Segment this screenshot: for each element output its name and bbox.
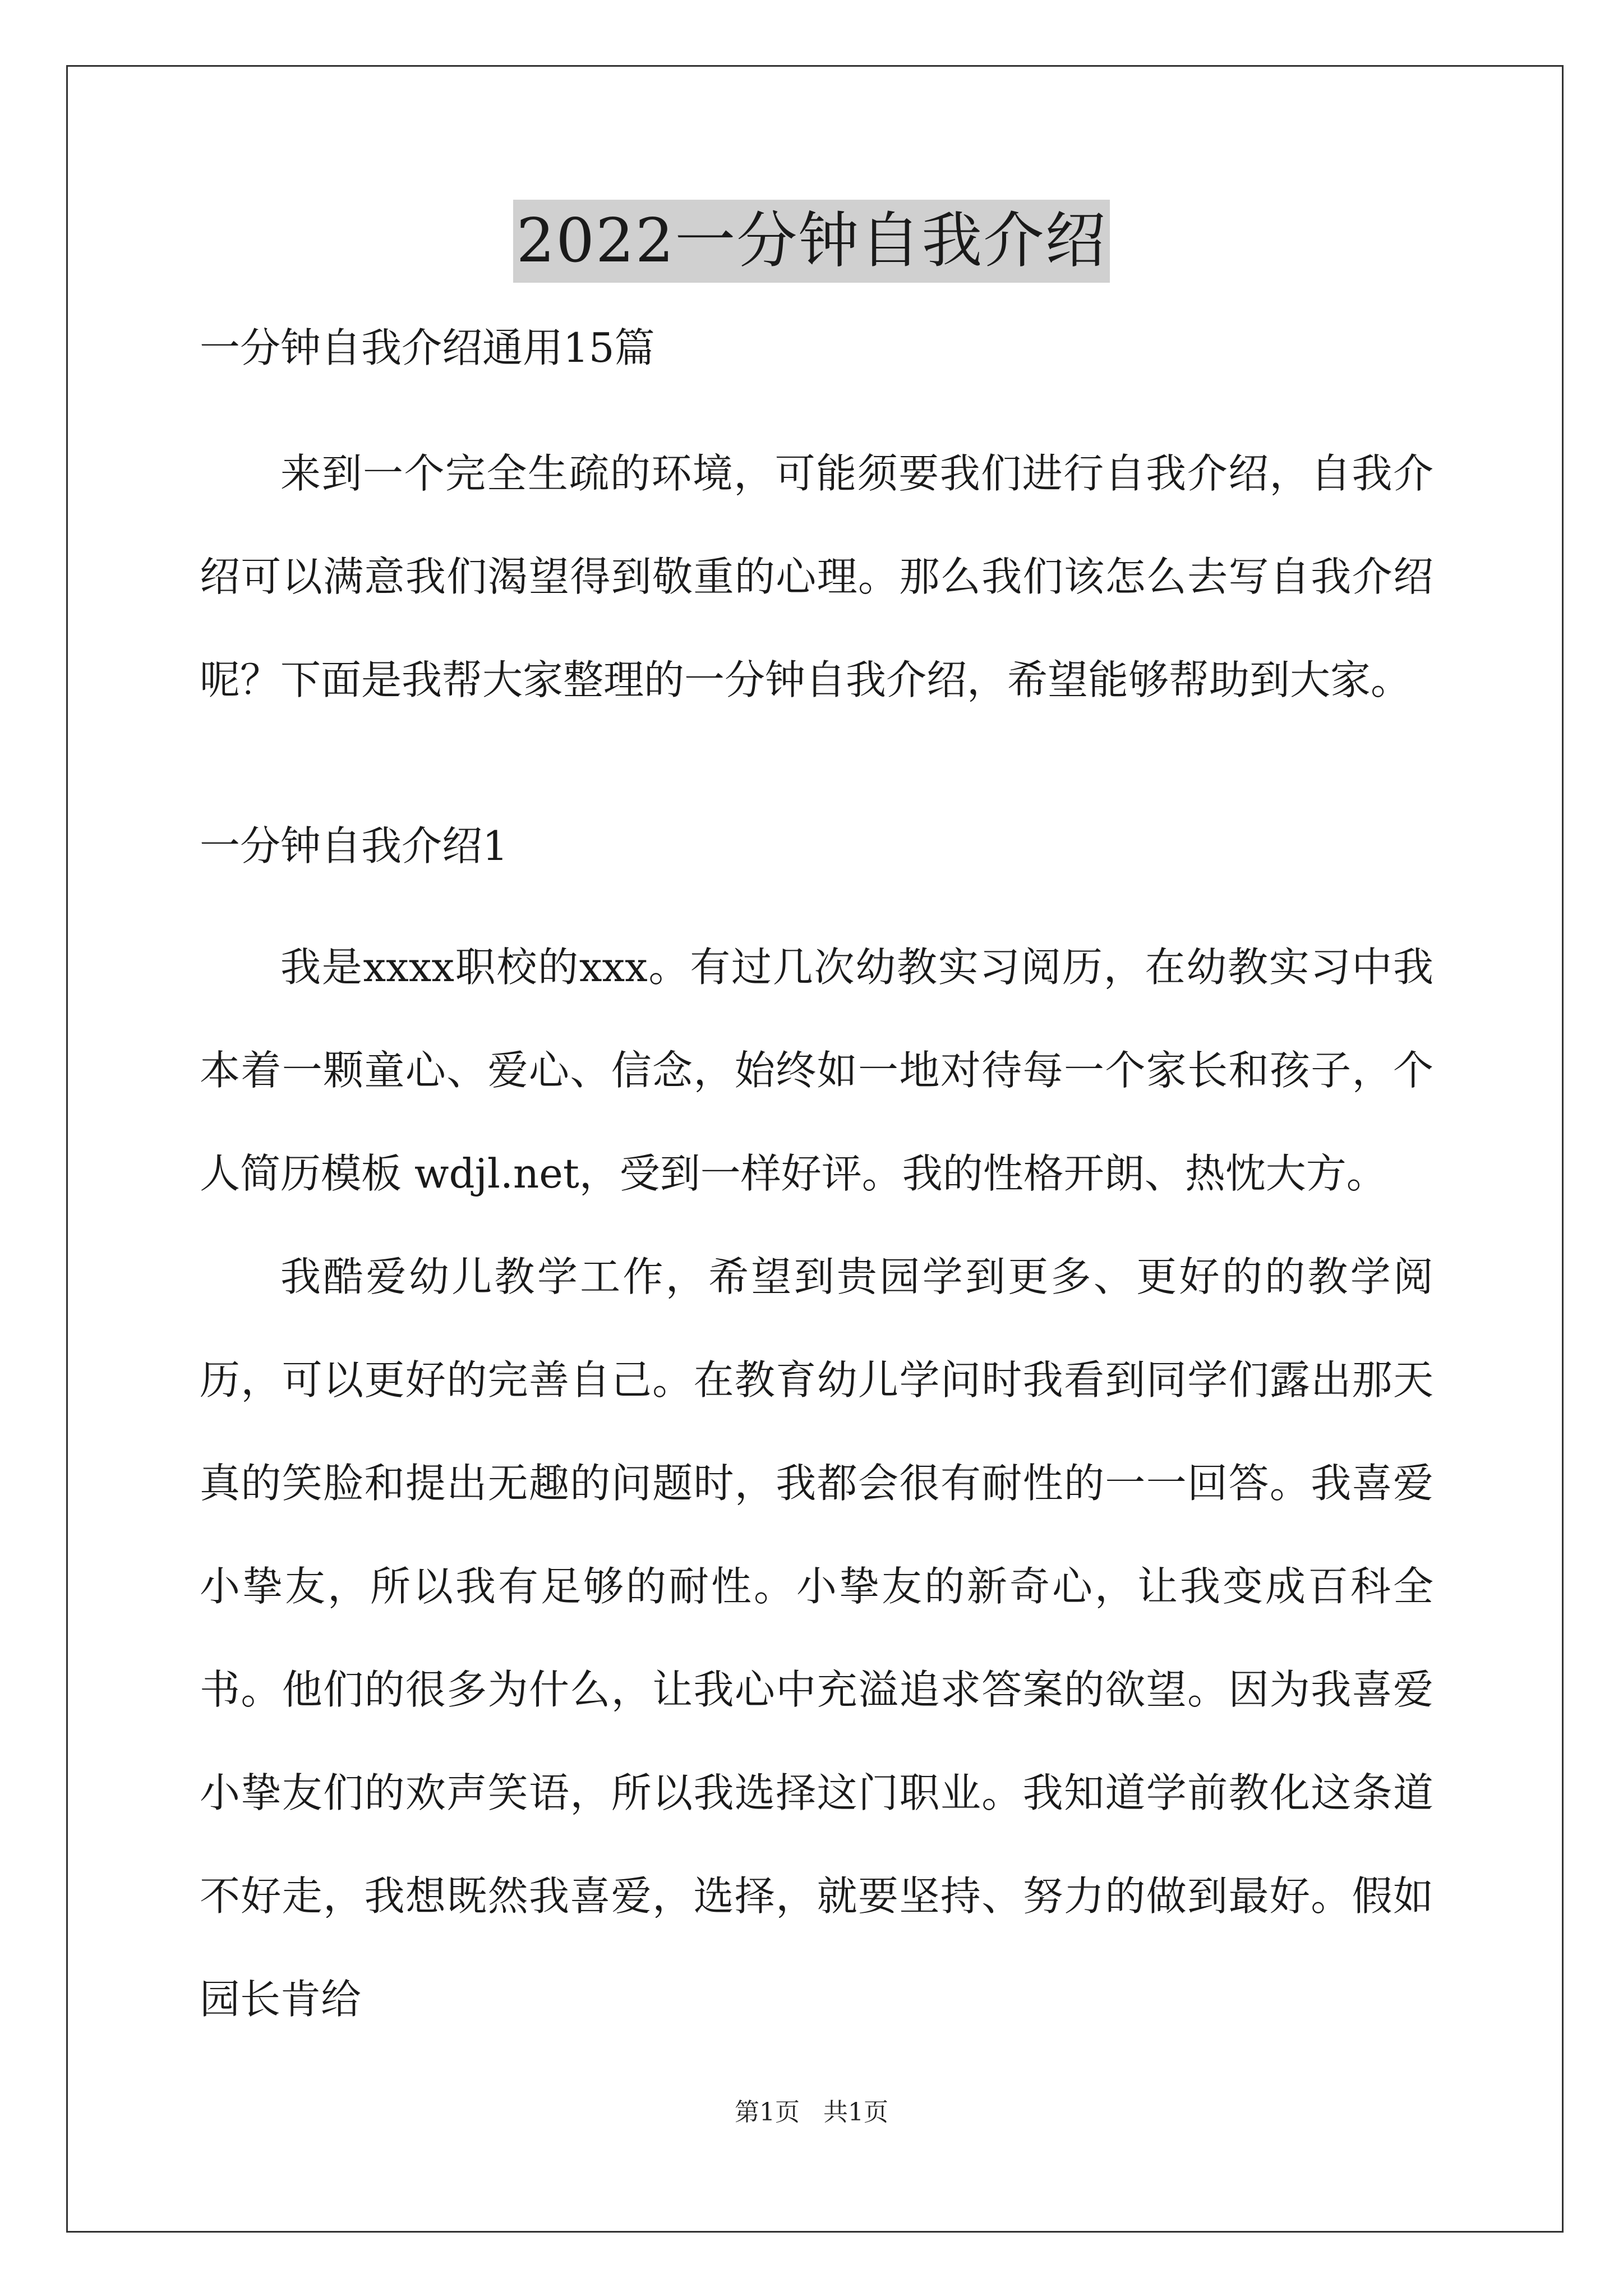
page-number: 第1页 [735,2098,800,2127]
title-container [0,200,1623,283]
intro-paragraph: 来到一个完全生疏的环境，可能须要我们进行自我介绍，自我介绍可以满意我们渴望得到敬重的心理。那么我们该怎么去写自我介绍呢？下面是我帮大家整理的一分钟自我介绍，希望能够帮助到大家。 [200,450,1433,703]
page-footer [0,2096,1623,2129]
document-subtitle: 一分钟自我介绍通用15篇 [200,324,655,371]
body-paragraph: 我酷爱幼儿教学工作，希望到贵园学到更多、更好的的教学阅历，可以更好的完善自己。在教育幼儿学问时我看到同学们露出那天真的笑脸和提出无趣的问题时，我都会很有耐性的一一回答。我喜爱小挚友，所以我有足够的耐性。小挚友的新奇心，让我变成百科全书。他们的很多为什么，让我心中充溢追求答案的欲望。因为我喜爱小挚友们的欢声笑语，所以我选择这门职业。我知道学前教化这条道不好走，我想既然我喜爱，选择，就要坚持、努力的做到最好。假如园长肯给 [200,1253,1433,2023]
document-body [200,314,1433,2051]
body-paragraph: 我是xxxx职校的xxx。有过几次幼教实习阅历，在幼教实习中我本着一颗童心、爱心、信念，始终如一地对待每一个家长和孩子，个人简历模板 wdjl.net，受到一样好评。我的性格开朗、热忱大方。 [200,944,1433,1197]
document-title: 2022一分钟自我介绍 [513,200,1110,283]
page-total: 共1页 [823,2098,888,2127]
section-heading: 一分钟自我介绍1 [200,822,508,869]
